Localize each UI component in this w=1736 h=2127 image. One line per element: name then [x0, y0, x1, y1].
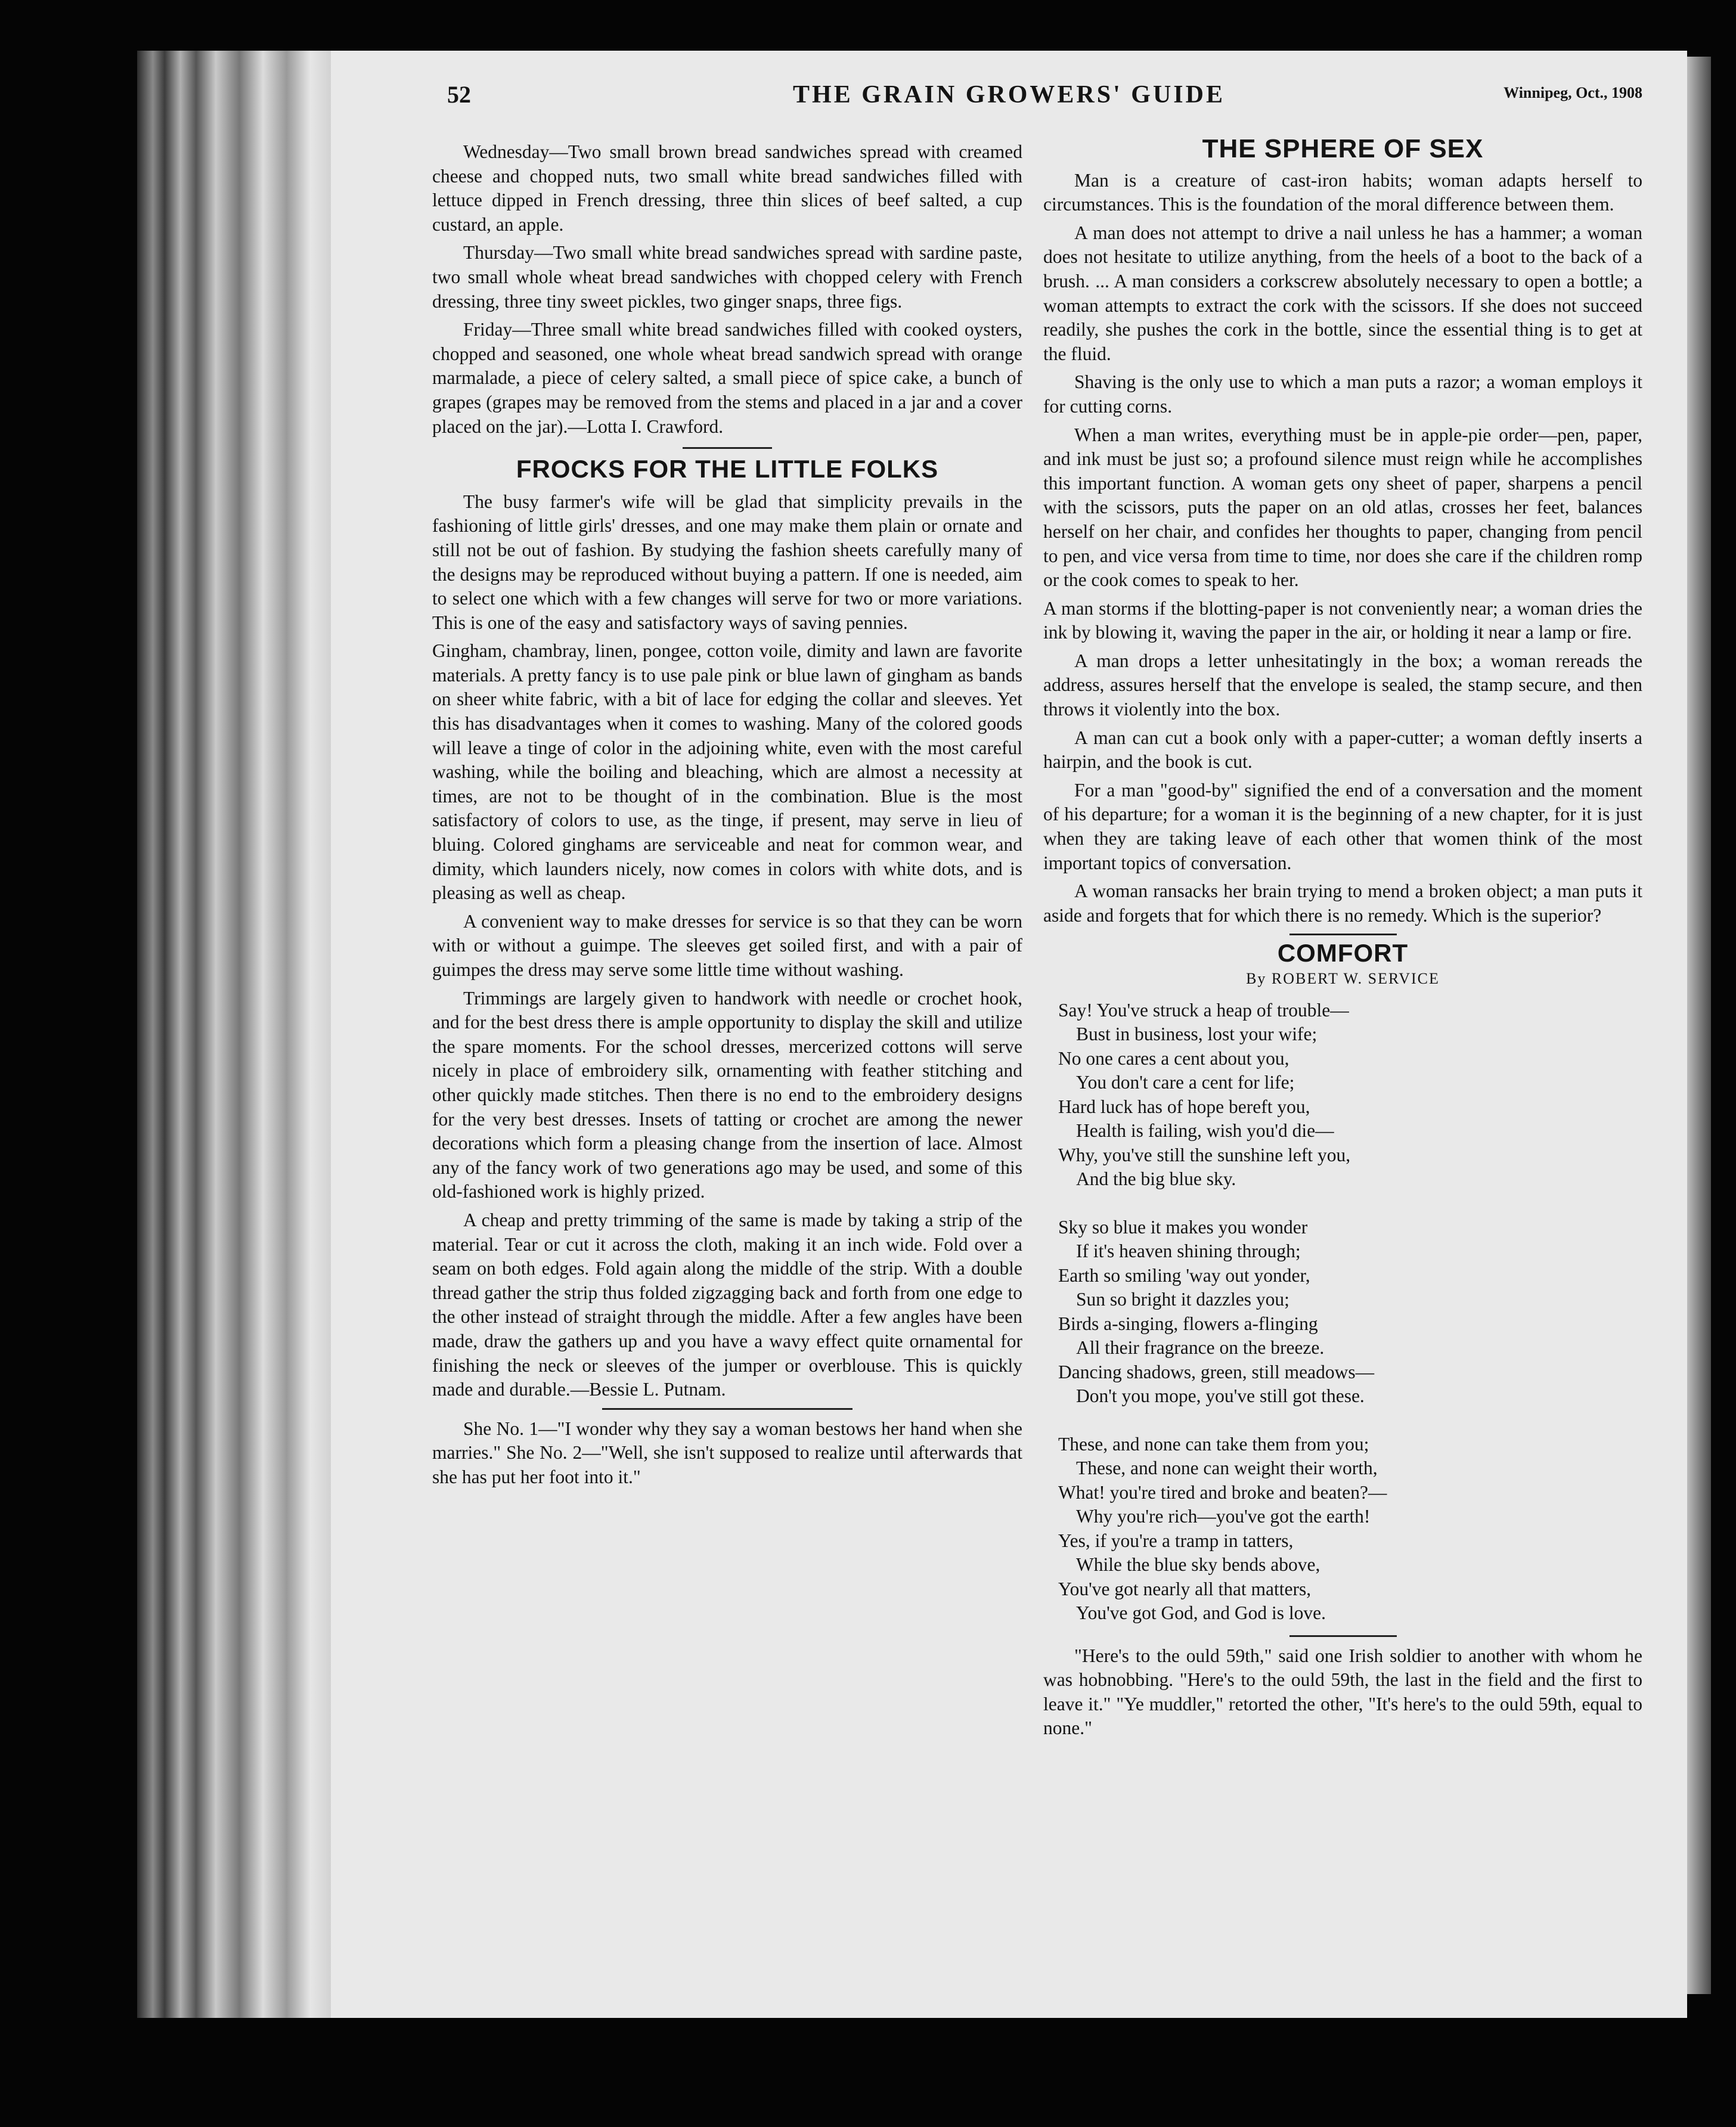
poem-line: These, and none can take them from you;	[1058, 1433, 1369, 1455]
article-paragraph: For a man "good-by" signified the end of a conversation and the moment of his departure; for a woman it is the beginning of a new chapter, for it is just when they are taking leave of each other that women think of the most important topics of conversation.	[1043, 779, 1642, 873]
poem-line: If it's heaven shining through;	[1076, 1241, 1301, 1262]
page-edge-shadow	[1687, 57, 1711, 1994]
article-paragraph: A man does not attempt to drive a nail unless he has a hammer; a woman does not hesitate to utilize anything, from the heels of a boot to the back of a brush. ... A man considers a corkscrew absolutely necessary to open a bottle; a woman attempts to extract the cork with the scissors. If she does not succeed readily, she pushes the cork in the bottle, since the essential thing is to get at the fluid.	[1043, 222, 1642, 364]
section-divider	[602, 1408, 852, 1410]
poem-line: What! you're tired and broke and beaten?—	[1058, 1481, 1387, 1503]
article-paragraph: A convenient way to make dresses for service is so that they can be worn with or without a guimpe. The sleeves get soiled first, and with a pair of guimpes the dress may serve some little time without washing.	[432, 910, 1022, 980]
poem-line: Bust in business, lost your wife;	[1076, 1024, 1318, 1045]
poem-byline: By ROBERT W. SERVICE	[1246, 970, 1440, 987]
newspaper-page	[331, 51, 1687, 2018]
right-column	[1043, 134, 1642, 1745]
section-divider	[1289, 934, 1397, 935]
sphere-article	[1043, 134, 1642, 928]
article-paragraph: The busy farmer's wife will be glad that simplicity prevails in the fashioning of little girls' dresses, and one may make them plain or ornate and still not be out of fashion. By studying the fashion sheets carefully many of the designs may be reproduced without buying a pattern. If one is needed, aim to select one which with a few changes will serve for two or more variations. This is one of the easy and satisfactory ways of saving pennies.	[432, 491, 1022, 633]
poem-line: Birds a-singing, flowers a-flinging	[1058, 1313, 1318, 1334]
article-paragraph: Gingham, chambray, linen, pongee, cotton voile, dimity and lawn are favorite materials. A pretty fancy is to use pale pink or blue lawn of gingham as bands on sheer white fabric, with a bit of lace for edging the collar and sleeves. Yet this has disadvantages when it comes to washing. Many of the colored goods will leave a tinge of color in the adjoining white, even with the most careful washing, while the boiling and bleaching, which are almost a necessity at times, are not to be thought of in the combination. Blue is the most satisfactory of colors to use, as the tinge, if present, may serve in lieu of bluing. Colored ginghams are serviceable and neat for common wear, and dimity, which launders nicely, now comes in colors with white dots, and is pleasing as well as cheap.	[432, 640, 1022, 904]
menu-section	[432, 140, 1022, 439]
poem-line: Hard luck has of hope bereft you,	[1058, 1096, 1310, 1117]
frocks-article	[432, 457, 1022, 1402]
poem-line: Earth so smiling 'way out yonder,	[1058, 1264, 1310, 1286]
she-joke: She No. 1—"I wonder why they say a woman bestows her hand when she marries." She No. 2—"Well, she isn't supposed to realize until afterwards that she has put her foot into it."	[432, 1418, 1022, 1487]
book-binding	[137, 51, 334, 2018]
menu-wednesday: Wednesday—Two small brown bread sandwiches spread with creamed cheese and chopped nuts, two small white bread sandwiches filled with lettuce dipped in French dressing, three thin slices of beef salted, a cup custard, an apple.	[432, 141, 1022, 235]
poem-line: Why you're rich—you've got the earth!	[1076, 1506, 1371, 1527]
article-paragraph: When a man writes, everything must be in apple-pie order—pen, paper, and ink must be just so; a profound silence must reign while he accomplishes this important function. A woman gets ony sheet of paper, sharpens a pencil with the scissors, puts the paper on an old atlas, crosses her feet, balances herself on her chair, and confides her thoughts to paper, changing from pencil to pen, and vice versa from time to time, nor does she care if the children romp or the cook comes to speak to her.	[1043, 424, 1642, 591]
poem-line: No one cares a cent about you,	[1058, 1047, 1289, 1069]
menu-friday: Friday—Three small white bread sandwiches filled with cooked oysters, chopped and seasoned, one whole wheat bread sandwich spread with orange marmalade, a piece of celery salted, a small piece of spice cake, a bunch of grapes (grapes may be removed from the stems and placed in a jar and a cover placed on the jar).—Lotta I. Crawford.	[432, 319, 1022, 437]
poem-line: These, and none can weight their worth,	[1076, 1458, 1378, 1479]
issue-date: Winnipeg, Oct., 1908	[1504, 84, 1642, 101]
poem-line: You've got nearly all that matters,	[1058, 1578, 1312, 1599]
comfort-poem	[1043, 941, 1642, 1625]
article-paragraph: Man is a creature of cast-iron habits; woman adapts herself to circumstances. This is the foundation of the moral difference between them.	[1043, 169, 1642, 215]
comfort-heading: COMFORT	[1277, 939, 1409, 968]
poem-body	[1043, 999, 1642, 1626]
poem-line: Sky so blue it makes you wonder	[1058, 1216, 1308, 1238]
irish-joke: "Here's to the ould 59th," said one Irish soldier to another with whom he was hobnobbing. "Here's to the ould 59th, the last in the field and the first to leave it." "Ye muddler," retorted the other, "It's here's to the ould 59th, equal to none."	[1043, 1645, 1642, 1739]
poem-stanza	[1058, 1216, 1642, 1409]
poem-line: Health is failing, wish you'd die—	[1076, 1120, 1334, 1142]
poem-line: You don't care a cent for life;	[1076, 1072, 1295, 1093]
article-paragraph: Trimmings are largely given to handwork with needle or crochet hook, and for the best dress there is ample opportunity to display the skill and utilize the spare moments. For the school dresses, mercerized cottons will serve nicely in place of embroidery silk, ornamenting with feather stitching and other quickly made stitches. Then there is no end to the embroidery designs for the very best dresses. Insets of tatting or crochet are among the newer decorations which form a pleasing change from the insertion of lace. Almost any of the fancy work of two generations ago may be used, and some of this old-fashioned work is highly prized.	[432, 987, 1022, 1202]
poem-line: All their fragrance on the breeze.	[1076, 1337, 1325, 1359]
menu-thursday: Thursday—Two small white bread sandwiches spread with sardine paste, two small whole wheat bread sandwiches with chopped celery with French dressing, three tiny sweet pickles, two ginger snaps, three figs.	[432, 242, 1022, 312]
article-paragraph: A man drops a letter unhesitatingly in the box; a woman rereads the address, assures herself that the envelope is sealed, the stamp secure, and then throws it violently into the box.	[1043, 650, 1642, 720]
page-header	[331, 80, 1687, 116]
poem-line: Why, you've still the sunshine left you,	[1058, 1144, 1351, 1165]
poem-line: Don't you mope, you've still got these.	[1076, 1385, 1365, 1407]
publication-title: THE GRAIN GROWERS' GUIDE	[793, 81, 1225, 108]
frocks-heading: FROCKS FOR THE LITTLE FOLKS	[516, 455, 939, 483]
section-divider	[683, 447, 772, 449]
sphere-heading: THE SPHERE OF SEX	[1202, 134, 1484, 163]
poem-line: Yes, if you're a tramp in tatters,	[1058, 1530, 1294, 1551]
article-paragraph: A cheap and pretty trimming of the same is made by taking a strip of the material. Tear or cut it across the cloth, making it an inch wide. Fold over a seam on both edges. Fold again along the middle of the strip. With a double thread gather the strip thus folded zigzagging back and forth from one edge to the other instead of straight through the middle. After a few angles have been made, draw the gathers up and you have a wavy effect quite ornamental for finishing the neck or sleeves of the jumper or overblouse. This is quickly made and durable.—Bessie L. Putnam.	[432, 1209, 1022, 1400]
article-paragraph: A woman ransacks her brain trying to mend a broken object; a man puts it aside and forgets that for which there is no remedy. Which is the superior?	[1043, 880, 1642, 926]
poem-line: Sun so bright it dazzles you;	[1076, 1289, 1289, 1310]
poem-line: Dancing shadows, green, still meadows—	[1058, 1361, 1375, 1382]
poem-line: You've got God, and God is love.	[1076, 1602, 1326, 1624]
poem-line: And the big blue sky.	[1076, 1168, 1236, 1190]
page-number: 52	[447, 81, 471, 108]
article-paragraph: Shaving is the only use to which a man puts a razor; a woman employs it for cutting corns.	[1043, 371, 1642, 417]
article-paragraph: A man storms if the blotting-paper is not conveniently near; a woman dries the ink by blowing it, waving the paper in the air, or holding it near a lamp or fire.	[1043, 597, 1642, 643]
poem-stanza	[1058, 999, 1642, 1192]
section-divider	[1289, 1635, 1397, 1637]
poem-stanza	[1058, 1433, 1642, 1626]
article-paragraph: A man can cut a book only with a paper-cutter; a woman deftly inserts a hairpin, and the book is cut.	[1043, 727, 1642, 773]
poem-line: Say! You've struck a heap of trouble—	[1058, 999, 1349, 1021]
poem-line: While the blue sky bends above,	[1076, 1554, 1320, 1576]
